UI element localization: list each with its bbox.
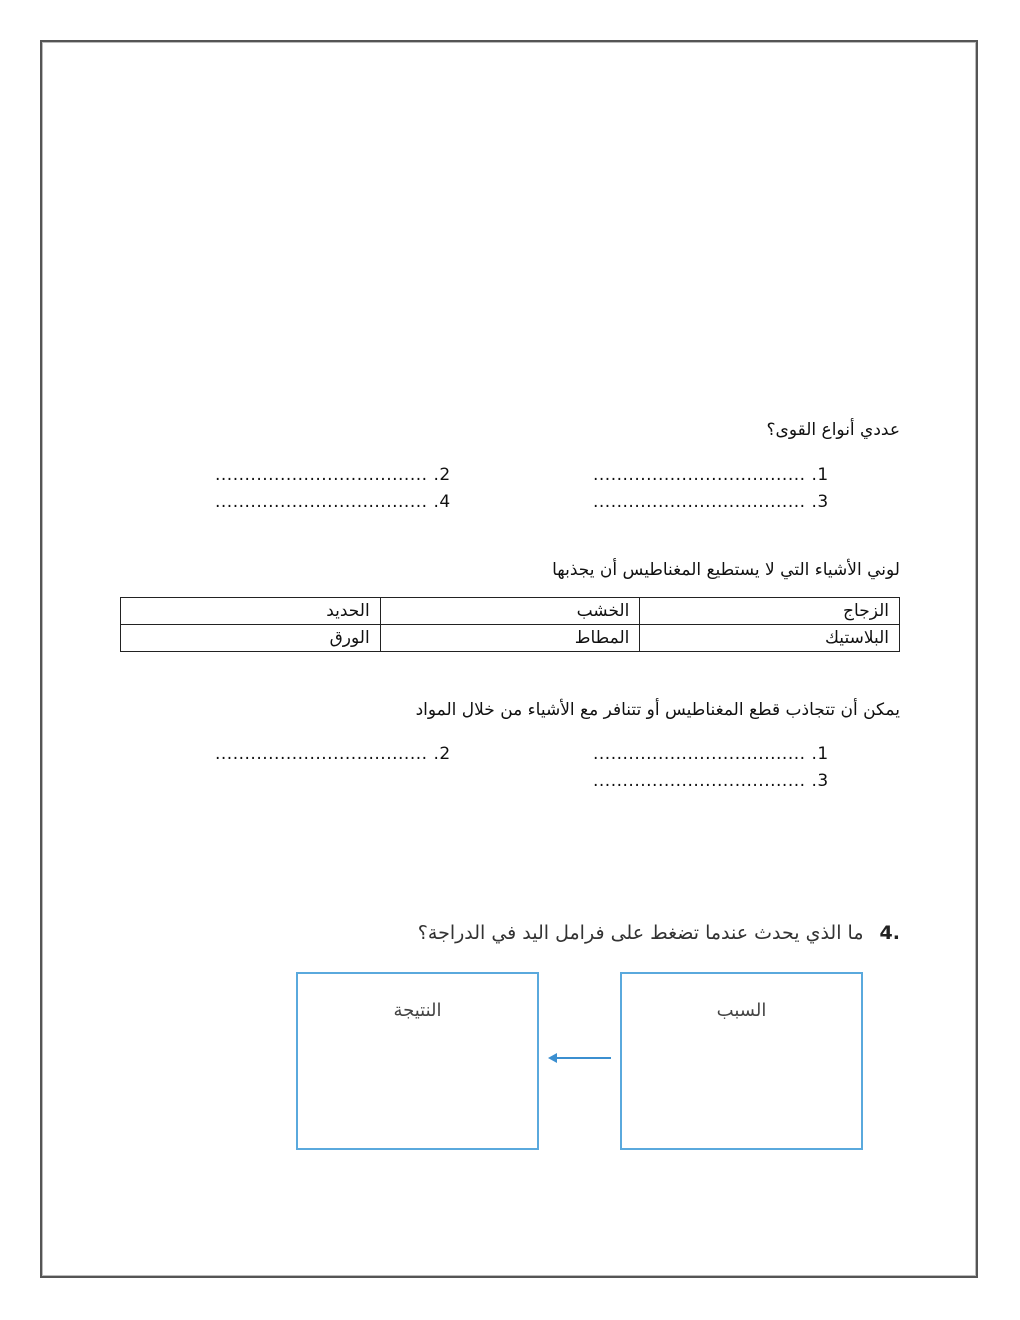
q1-item-3-num: .3 xyxy=(811,492,829,512)
q1-item-4-dots: .................................... xyxy=(215,492,428,512)
table-cell[interactable]: الحديد xyxy=(121,598,381,625)
q1-item-2 xyxy=(215,465,455,485)
q3-item-3 xyxy=(593,771,833,791)
table-cell[interactable]: المطاط xyxy=(380,625,640,652)
q3-item-1-dots: .................................... xyxy=(593,744,806,764)
q1-item-3-dots: .................................... xyxy=(593,492,806,512)
table-row xyxy=(121,598,900,625)
q3-title: يمكن أن تتجاذب قطع المغناطيس أو تتنافر مع الأشياء من خلال المواد xyxy=(415,700,900,720)
arrow-left-icon xyxy=(545,1048,615,1068)
result-box[interactable] xyxy=(296,972,539,1150)
table-row xyxy=(121,625,900,652)
q3-item-1 xyxy=(593,744,833,764)
q3-item-2-num: .2 xyxy=(433,744,451,764)
q1-item-4 xyxy=(215,492,455,512)
q4-number: .4 xyxy=(879,922,900,944)
q1-item-1-num: .1 xyxy=(811,465,829,485)
q4-title: ما الذي يحدث عندما تضغط على فرامل اليد في الدراجة؟ xyxy=(417,922,864,944)
q1-item-2-num: .2 xyxy=(433,465,451,485)
q3-item-3-num: .3 xyxy=(811,771,829,791)
q3-item-2 xyxy=(215,744,455,764)
cause-box[interactable] xyxy=(620,972,863,1150)
q3-item-3-dots: .................................... xyxy=(593,771,806,791)
q3-item-1-num: .1 xyxy=(811,744,829,764)
cause-label: السبب xyxy=(716,1000,767,1021)
materials-table xyxy=(120,597,900,652)
q3-item-2-dots: .................................... xyxy=(215,744,428,764)
q2-title: لوني الأشياء التي لا يستطيع المغناطيس أن يجذبها xyxy=(552,560,900,580)
q1-item-1-dots: .................................... xyxy=(593,465,806,485)
q1-item-3 xyxy=(593,492,833,512)
table-cell[interactable]: الزجاج xyxy=(640,598,900,625)
table-cell[interactable]: الخشب xyxy=(380,598,640,625)
q1-item-4-num: .4 xyxy=(433,492,451,512)
table-cell[interactable]: الورق xyxy=(121,625,381,652)
q1-title: عددي أنواع القوى؟ xyxy=(766,420,900,440)
result-label: النتيجة xyxy=(393,1000,442,1021)
table-cell[interactable]: البلاستيك xyxy=(640,625,900,652)
q1-item-1 xyxy=(593,465,833,485)
q1-item-2-dots: .................................... xyxy=(215,465,428,485)
q4-heading xyxy=(418,922,900,944)
